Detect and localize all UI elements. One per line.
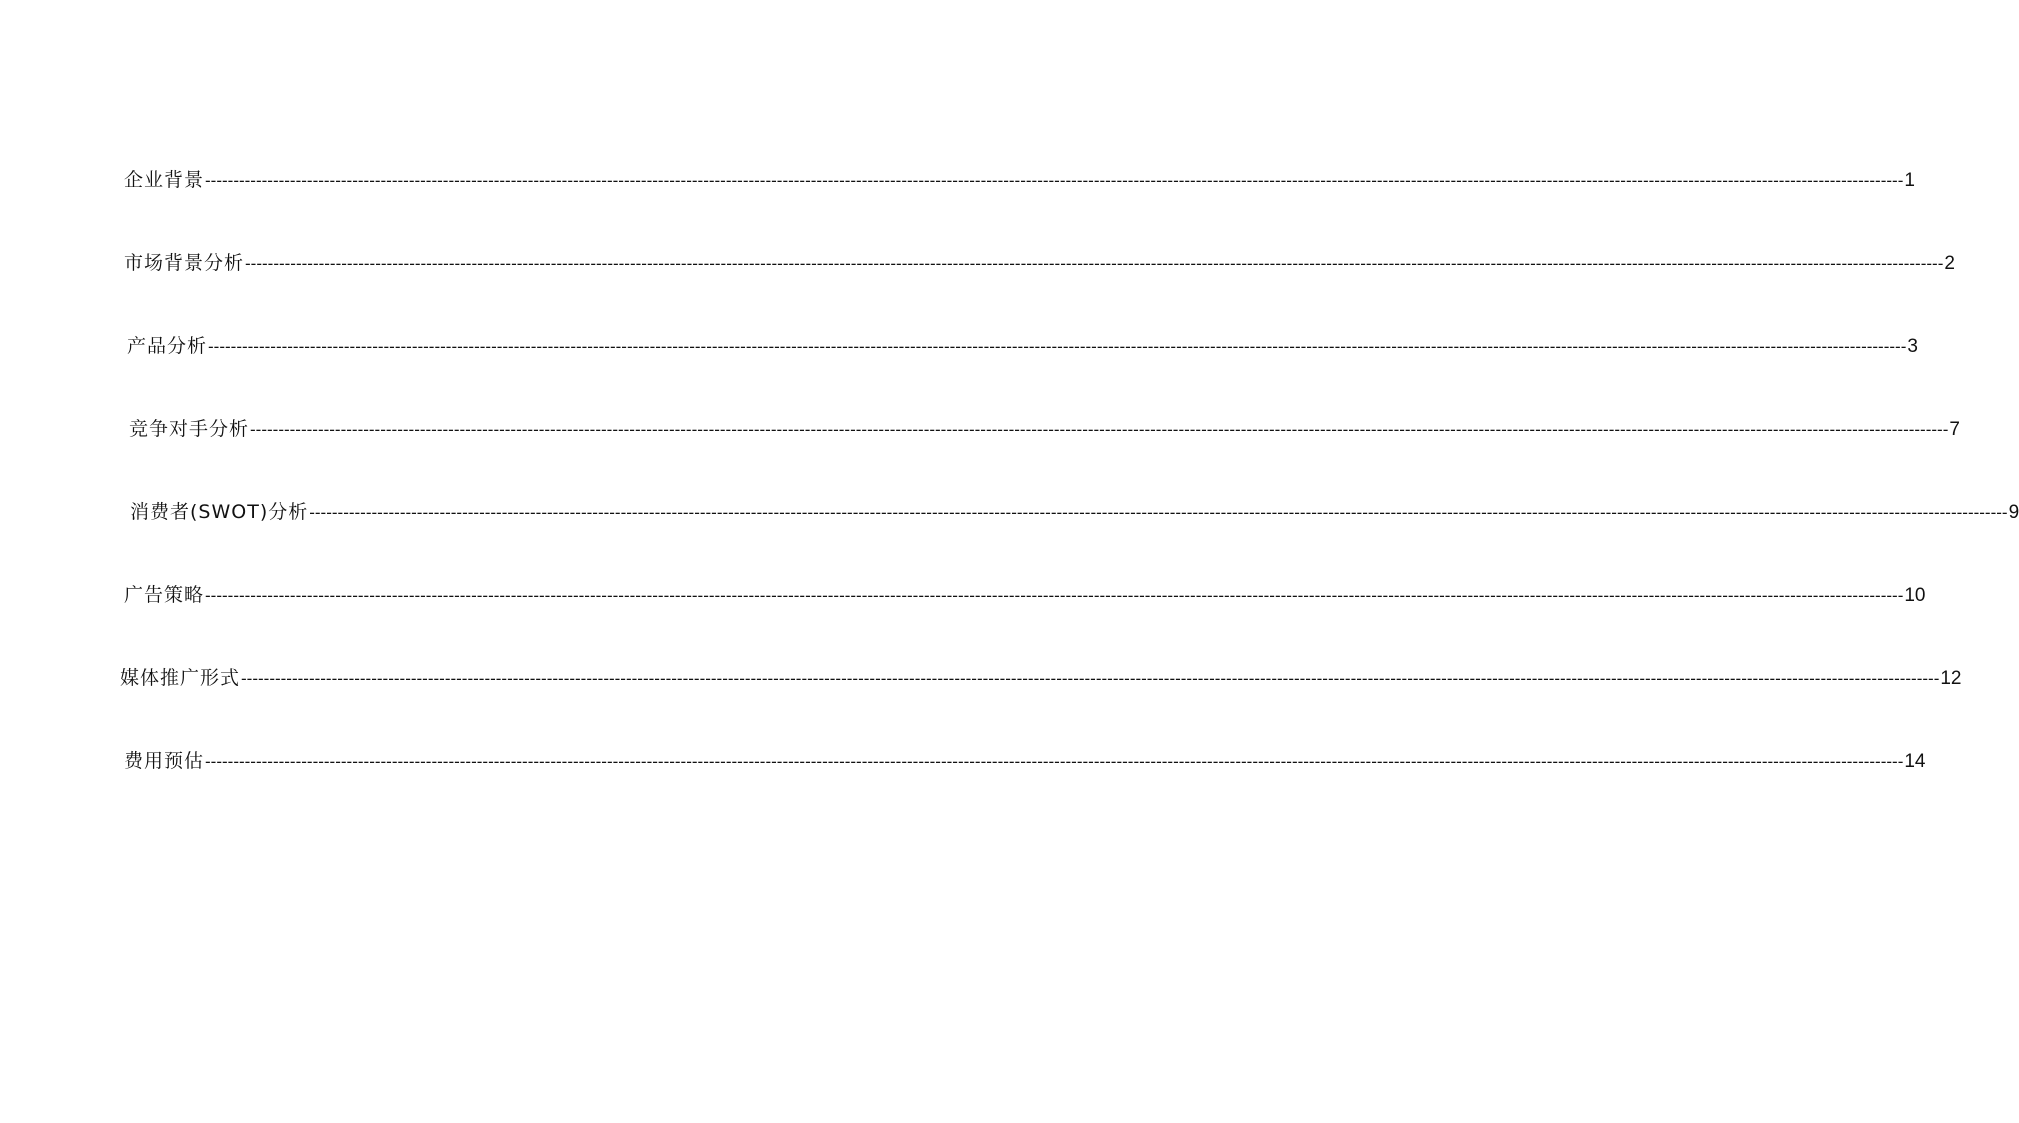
toc-leader-dots: ------------------------------------------------------------------------------------------------------------------------------------------------------------------------------------------------------------------------------------------------------------------------------------------------------------ xyxy=(205,586,1904,605)
toc-leader-dots: ------------------------------------------------------------------------------------------------------------------------------------------------------------------------------------------------------------------------------------------------------------------------------------------------------------ xyxy=(241,669,1940,688)
toc-entry-page-number: 3 xyxy=(1907,336,1918,357)
toc-leader-dots: ------------------------------------------------------------------------------------------------------------------------------------------------------------------------------------------------------------------------------------------------------------------------------------------------------------ xyxy=(205,171,1904,190)
toc-entry-title: 广告策略 xyxy=(124,584,205,606)
toc-leader-dots: ------------------------------------------------------------------------------------------------------------------------------------------------------------------------------------------------------------------------------------------------------------------------------------------------------------ xyxy=(309,503,2008,522)
toc-entry-title: 市场背景分析 xyxy=(124,252,245,274)
toc-entry-title: 竞争对手分析 xyxy=(129,418,250,440)
toc-entry-page-number: 14 xyxy=(1904,751,1926,772)
toc-entry[interactable] xyxy=(124,583,1926,608)
toc-entry[interactable] xyxy=(127,334,1918,359)
toc-entry-title: 产品分析 xyxy=(127,335,208,357)
toc-entry-page-number: 12 xyxy=(1940,668,1962,689)
toc-entry[interactable] xyxy=(129,417,1960,442)
toc-entry-page-number: 7 xyxy=(1949,419,1960,440)
toc-entry[interactable] xyxy=(124,168,1915,193)
toc-leader-dots: ------------------------------------------------------------------------------------------------------------------------------------------------------------------------------------------------------------------------------------------------------------------------------------------------------------ xyxy=(205,752,1904,771)
toc-leader-dots: ------------------------------------------------------------------------------------------------------------------------------------------------------------------------------------------------------------------------------------------------------------------------------------------------------------ xyxy=(250,420,1949,439)
toc-entry-title: 企业背景 xyxy=(124,169,205,191)
toc-entry-title: 媒体推广形式 xyxy=(120,667,241,689)
toc-entry-page-number: 1 xyxy=(1904,170,1915,191)
toc-entry-page-number: 9 xyxy=(2008,502,2019,523)
toc-entry[interactable] xyxy=(124,251,1955,276)
toc-leader-dots: ------------------------------------------------------------------------------------------------------------------------------------------------------------------------------------------------------------------------------------------------------------------------------------------------------------ xyxy=(245,254,1944,273)
toc-entry-title: 费用预估 xyxy=(124,750,205,772)
toc-entry-title: 消费者(SWOT)分析 xyxy=(130,501,309,523)
toc-entry-page-number: 2 xyxy=(1944,253,1955,274)
toc-entry-page-number: 10 xyxy=(1904,585,1926,606)
toc-entry[interactable] xyxy=(120,666,1962,691)
toc-entry[interactable] xyxy=(130,500,2019,525)
toc-leader-dots: ------------------------------------------------------------------------------------------------------------------------------------------------------------------------------------------------------------------------------------------------------------------------------------------------------------ xyxy=(208,337,1907,356)
toc-entry[interactable] xyxy=(124,749,1926,774)
